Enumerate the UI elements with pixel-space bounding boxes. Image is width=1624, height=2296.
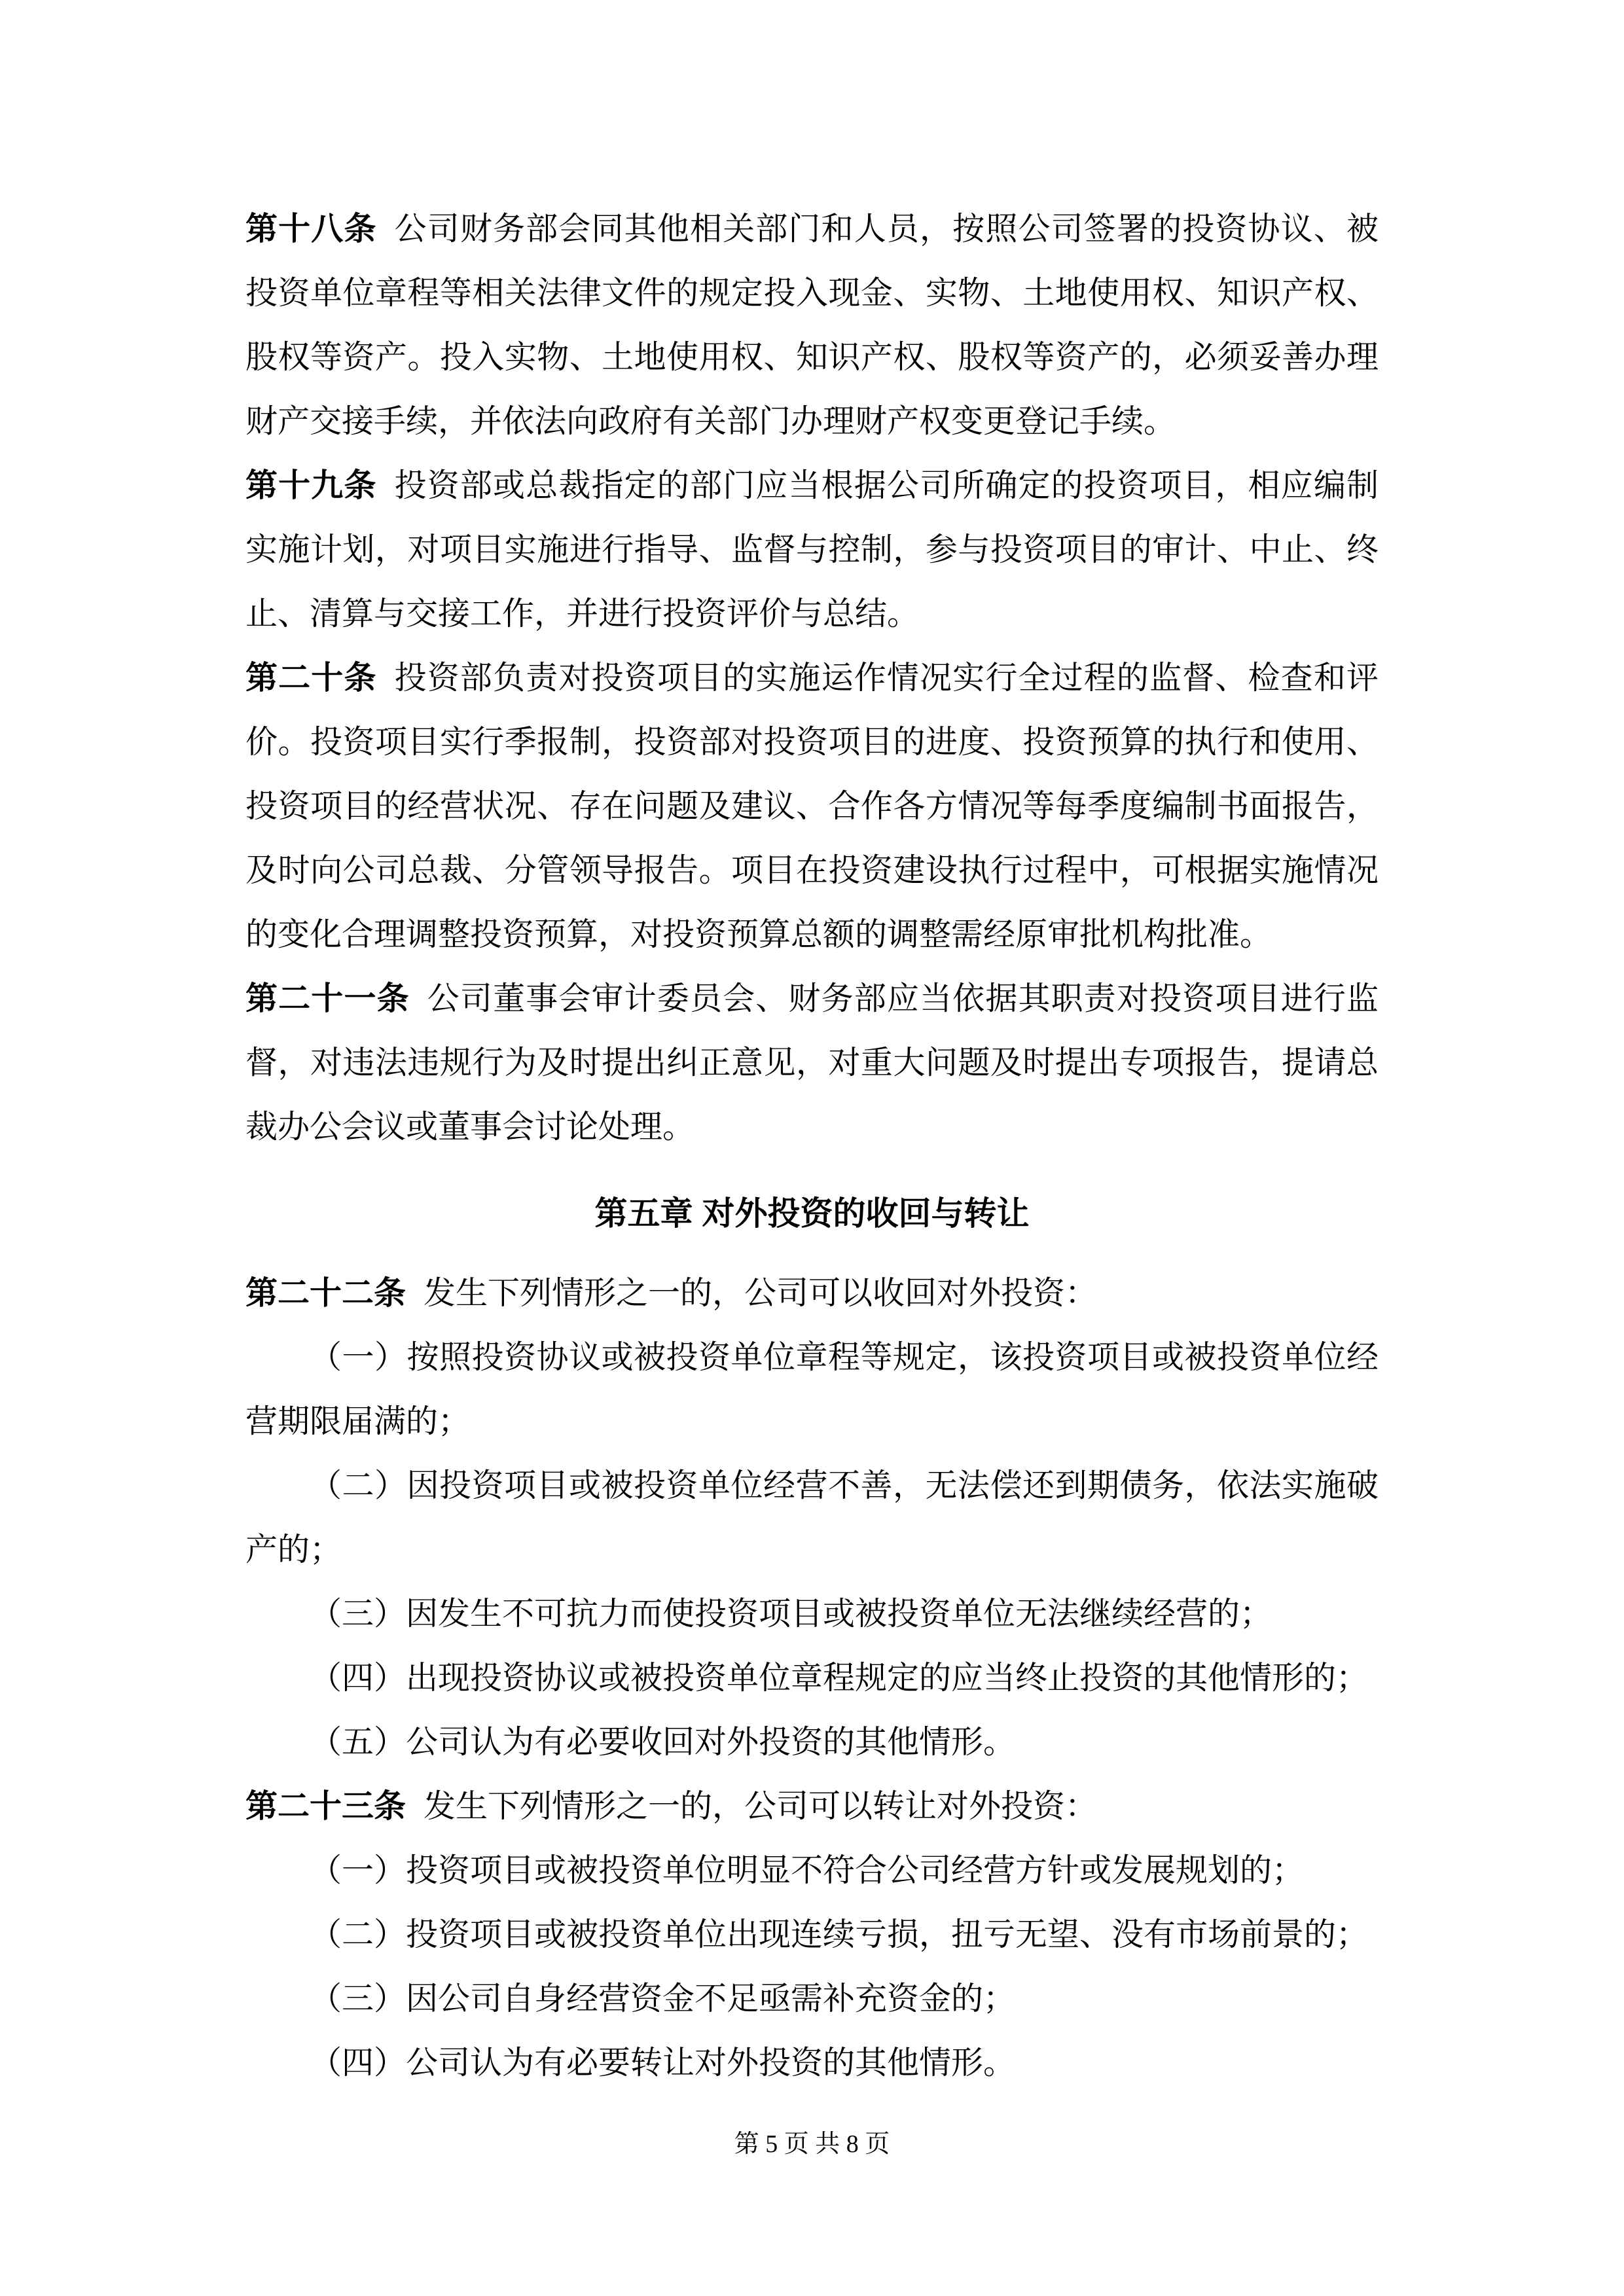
article-21-text: 公司董事会审计委员会、财务部应当依据其职责对投资项目进行监督，对违法违规行为及时提出纠正意见，对重大问题及时提出专项报告，提请总裁办公会议或董事会讨论处理。 bbox=[245, 980, 1379, 1145]
article-18-number: 第十八条 bbox=[245, 211, 377, 247]
article-23-clause-3: （三）因公司自身经营资金不足亟需补充资金的； bbox=[310, 1981, 1016, 2017]
page-footer bbox=[0, 2128, 1624, 2160]
article-23-text: 发生下列情形之一的，公司可以转让对外投资： bbox=[424, 1788, 1098, 1824]
article-20-paragraph bbox=[245, 646, 1379, 967]
article-20-number: 第二十条 bbox=[245, 660, 377, 696]
article-18-paragraph bbox=[245, 197, 1379, 454]
article-23-clause-2: （二）投资项目或被投资单位出现连续亏损，扭亏无望、没有市场前景的； bbox=[310, 1916, 1369, 1952]
article-23-clause-4: （四）公司认为有必要转让对外投资的其他情形。 bbox=[310, 2045, 1016, 2081]
article-22-clause-3: （三）因发生不可抗力而使投资项目或被投资单位无法继续经营的； bbox=[310, 1596, 1272, 1632]
article-18-text: 公司财务部会同其他相关部门和人员，按照公司签署的投资协议、被投资单位章程等相关法律文件的规定投入现金、实物、土地使用权、知识产权、股权等资产。投入实物、土地使用权、知识产权、股权等资产的，必须妥善办理财产交接手续，并依法向政府有关部门办理财产权变更登记手续。 bbox=[245, 211, 1379, 439]
article-21-number: 第二十一条 bbox=[245, 981, 410, 1016]
article-22-clause-2: （二）因投资项目或被投资单位经营不善，无法偿还到期债务，依法实施破产的； bbox=[245, 1467, 1379, 1568]
document-body bbox=[245, 197, 1379, 2095]
article-19-text: 投资部或总裁指定的部门应当根据公司所确定的投资项目，相应编制实施计划，对项目实施进行指导、监督与控制，参与投资项目的审计、中止、终止、清算与交接工作，并进行投资评价与总结。 bbox=[245, 467, 1379, 632]
article-22-clause-1: （一）按照投资协议或被投资单位章程等规定，该投资项目或被投资单位经营期限届满的； bbox=[245, 1339, 1379, 1439]
page-number-label: 第 5 页 共 8 页 bbox=[734, 2130, 890, 2158]
article-22-clause-5: （五）公司认为有必要收回对外投资的其他情形。 bbox=[310, 1724, 1016, 1760]
article-23-number: 第二十三条 bbox=[245, 1789, 406, 1824]
article-23-clause-1: （一）投资项目或被投资单位明显不符合公司经营方针或发展规划的； bbox=[310, 1852, 1305, 1888]
article-22-paragraph bbox=[245, 1261, 1379, 1325]
article-22-clause-4: （四）出现投资协议或被投资单位章程规定的应当终止投资的其他情形的； bbox=[310, 1660, 1369, 1696]
article-21-paragraph bbox=[245, 967, 1379, 1159]
article-20-text: 投资部负责对投资项目的实施运作情况实行全过程的监督、检查和评价。投资项目实行季报制，投资部对投资项目的进度、投资预算的执行和使用、投资项目的经营状况、存在问题及建议、合作各方情况等每季度编制书面报告，及时向公司总裁、分管领导报告。项目在投资建设执行过程中，可根据实施情况的变化合理调整投资预算，对投资预算总额的调整需经原审批机构批准。 bbox=[245, 660, 1379, 952]
article-19-paragraph bbox=[245, 454, 1379, 646]
article-22-number: 第二十二条 bbox=[245, 1276, 406, 1311]
article-23-paragraph bbox=[245, 1774, 1379, 1839]
chapter-5-heading: 第五章 对外投资的收回与转让 bbox=[594, 1195, 1030, 1232]
article-22-text: 发生下列情形之一的，公司可以收回对外投资： bbox=[424, 1275, 1098, 1311]
article-19-number: 第十九条 bbox=[245, 468, 377, 503]
